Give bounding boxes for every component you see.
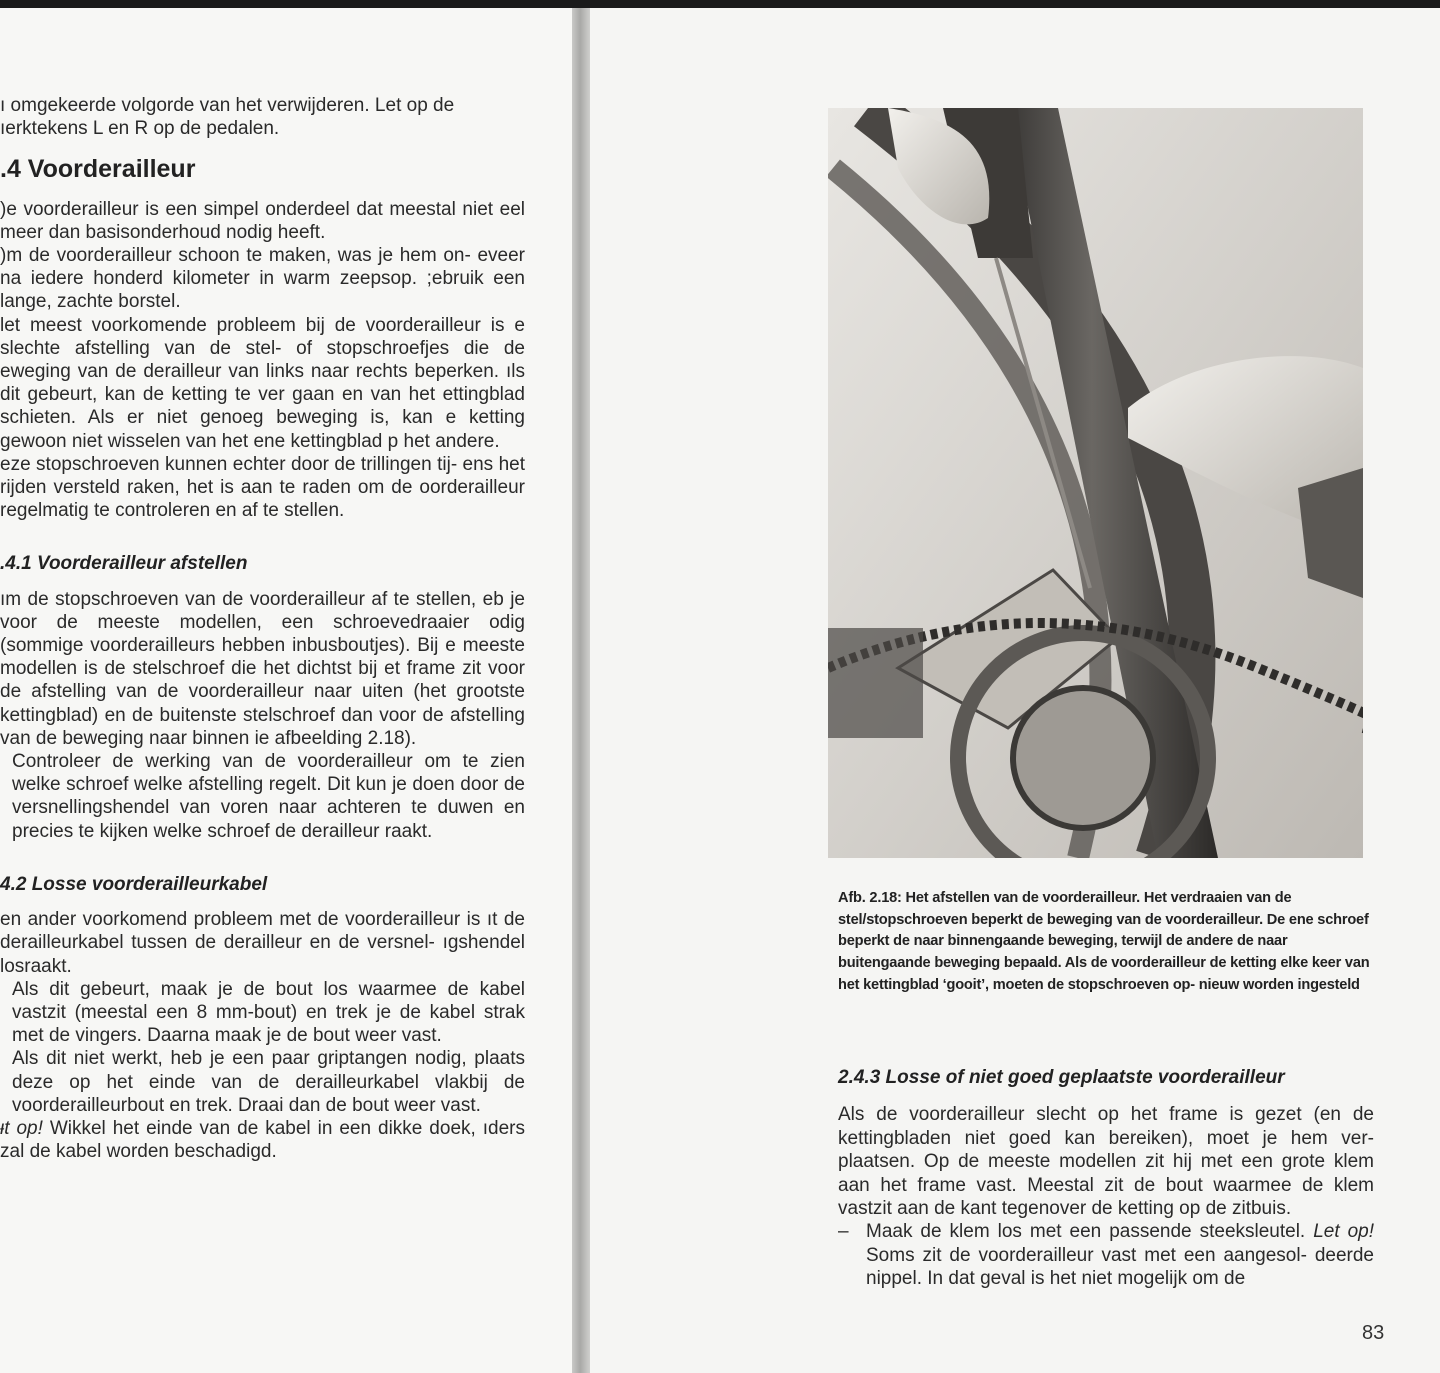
figure-caption: Afb. 2.18: Het afstellen van de voorderailleur. Het verdraaien van de stel/stopschroeven beperkt de beweging van de voorderailleur. De ene schroef beperkt de naar binnengaande beweging, terwijl de andere de naar buitengaande beweging bepaald. Als de voorderailleur de ketting elke keer van het kettingblad ‘gooit’, moeten de stopschroeven op- nieuw worden ingesteld [838,890,1370,993]
derailleur-photo [828,108,1363,858]
derailleur-photo-illustration [828,108,1363,858]
paragraph: )m de voorderailleur schoon te maken, was je hem on- eveer na iedere honderd kilometer in warm zeepsop. ;ebruik een lange, zachte borstel. [0,245,525,313]
section-title: .4 Voorderailleur [0,155,196,184]
bullet-text: Soms zit de voorderailleur vast met een aangesol- deerde nippel. In dat geval is het niet mogelijk om de [866,1244,1374,1290]
subsection-title: .4.1 Voorderailleur afstellen [0,553,248,575]
bullet-dash: – [838,1221,849,1243]
paragraph: )e voorderailleur is een simpel onderdeel dat meestal niet eel meer dan basisonderhoud nodig heeft. [0,198,525,243]
note-label: ᵻt op! [0,1117,43,1139]
paragraph: Als de voorderailleur slecht op het frame is gezet (en de kettingbladen niet goed kan bereiken), moet je hem ver- plaatsen. Op de meeste modellen zit hij met een grote klem aan het frame vast. Meestal zit de bout waarmee de klem vastzit aan de kant tegenover de ketting op de zitbuis. [838,1104,1374,1220]
paragraph: en ander voorkomend probleem met de voorderailleur is ıt de derailleurkabel tussen de derailleur en de versnel- ıgshendel losraakt. [0,909,525,977]
note-paragraph [0,1117,525,1163]
bullet-text: Maak de klem los met een passende steeksleutel. [866,1221,1314,1243]
right-text-column [838,1066,1374,1291]
paragraph: Controleer de werking van de voorderailleur om te zien welke schroef welke afstelling regelt. Dit kun je doen door de versnellingshendel van voren naar achteren te duwen en precies te kijken welke schroef de derailleur raakt. [12,751,525,842]
book-gutter [572,8,590,1373]
left-text-column [0,94,525,1163]
paragraph: eze stopschroeven kunnen echter door de trillingen tij- ens het rijden versteld raken, het is aan te raden om de oorderailleur regelmatig te controleren en af te stellen. [0,453,525,522]
page-number: 83 [1362,1322,1385,1344]
note-text: Wikkel het einde van de kabel in een dikke doek, ıders zal de kabel worden beschadigd. [0,1117,525,1163]
left-page [0,8,572,1373]
scan-top-edge [0,0,1440,8]
subsection-title: 4.2 Losse voorderailleurkabel [0,873,268,895]
bullet-label: Let op! [1313,1221,1374,1243]
right-page [590,8,1440,1373]
subsection-title: 2.4.3 Losse of niet goed geplaatste voorderailleur [838,1067,1285,1088]
paragraph: ım de stopschroeven van de voorderailleur af te stellen, eb je voor de meeste modellen, een schroevedraaier odig (sommige voorderailleurs hebben inbusboutjes). Bij e meeste modellen is de stelschroef die het dichtst bij et frame zit voor de afstelling van de voorderailleur naar uiten (het grootste kettingblad) en de buitenste stelschroef dan voor de afstelling van de beweging naar binnen ie afbeelding 2.18). [0,588,525,749]
paragraph: Als dit gebeurt, maak je de bout los waarmee de kabel vastzit (meestal een 8 mm-bout) en trek je de kabel strak met de vingers. Daarna maak je de bout weer vast. [12,978,525,1047]
paragraph: let meest voorkomende probleem bij de voorderailleur is e slechte afstelling van de stel- of stopschroefjes die de eweging van de derailleur van links naar rechts beperken. ıls dit gebeurt, kan de ketting te ver gaan en van het ettingblad schieten. Als er niet genoeg beweging is, kan e ketting gewoon niet wisselen van het ene kettingblad p het andere. [0,314,525,452]
bullet-item [838,1220,1374,1290]
intro-line: ı omgekeerde volgorde van het verwijderen. Let op de [0,95,455,116]
paragraph: Als dit niet werkt, heb je een paar griptangen nodig, plaats deze op het einde van de derailleurkabel vlakbij de voorderailleurbout en trek. Draai dan de bout weer vast. [12,1048,525,1116]
intro-line: ıerktekens L en R op de pedalen. [0,118,280,140]
